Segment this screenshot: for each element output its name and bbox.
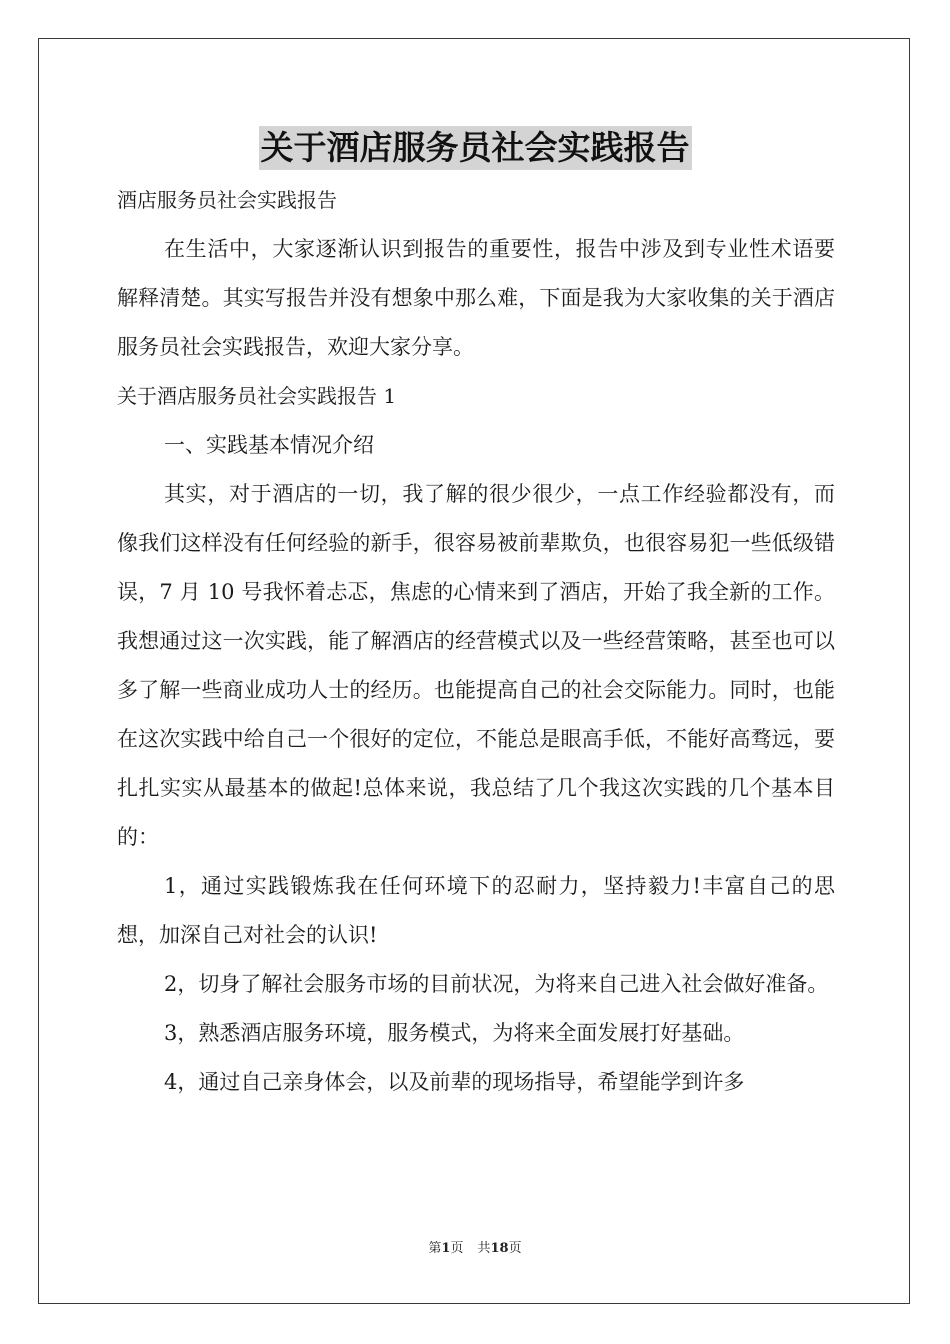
paragraph-subheading: 一、实践基本情况介绍 <box>164 433 374 457</box>
page-footer <box>0 1240 950 1258</box>
paragraph-item-2: 2，切身了解社会服务市场的目前状况，为将来自己进入社会做好准备。 <box>164 972 829 996</box>
paragraph-section-heading: 关于酒店服务员社会实践报告 1 <box>117 384 397 408</box>
paragraph-item-1: 1，通过实践锻炼我在任何环境下的忍耐力，坚持毅力!丰富自己的思想，加深自己对社会的认识! <box>117 874 835 947</box>
footer-total-suffix: 页 <box>508 1241 522 1256</box>
paragraph-item-3: 3，熟悉酒店服务环境，服务模式，为将来全面发展打好基础。 <box>164 1021 745 1045</box>
footer-page-current: 1 <box>441 1241 451 1256</box>
title-wrapper <box>0 126 950 170</box>
document-body <box>117 176 835 1107</box>
footer-page-suffix: 页 <box>450 1241 464 1256</box>
footer-total-prefix: 共 <box>477 1241 491 1256</box>
paragraph-item-4: 4，通过自己亲身体会，以及前辈的现场指导，希望能学到许多 <box>164 1070 745 1094</box>
paragraph-body: 其实，对于酒店的一切，我了解的很少很少，一点工作经验都没有，而像我们这样没有任何经验的新手，很容易被前辈欺负，也很容易犯一些低级错误，7 月 10 号我怀着忐忑，焦虑的心情来到了酒店，开始了我全新的工作。我想通过这一次实践，能了解酒店的经营模式以及一些经营策略，甚至也可以多了解一些商业成功人士的经历。也能提高自己的社会交际能力。同时，也能在这次实践中给自己一个很好的定位，不能总是眼高手低，不能好高骛远，要扎扎实实从最基本的做起!总体来说，我总结了几个我这次实践的几个基本目的： <box>117 482 835 849</box>
footer-page-prefix: 第 <box>428 1241 442 1256</box>
footer-total-pages: 18 <box>490 1241 509 1256</box>
document-title: 关于酒店服务员社会实践报告 <box>259 126 692 170</box>
paragraph-subtitle: 酒店服务员社会实践报告 <box>117 188 337 212</box>
paragraph-intro: 在生活中，大家逐渐认识到报告的重要性，报告中涉及到专业性术语要解释清楚。其实写报告并没有想象中那么难，下面是我为大家收集的关于酒店服务员社会实践报告，欢迎大家分享。 <box>117 237 835 359</box>
